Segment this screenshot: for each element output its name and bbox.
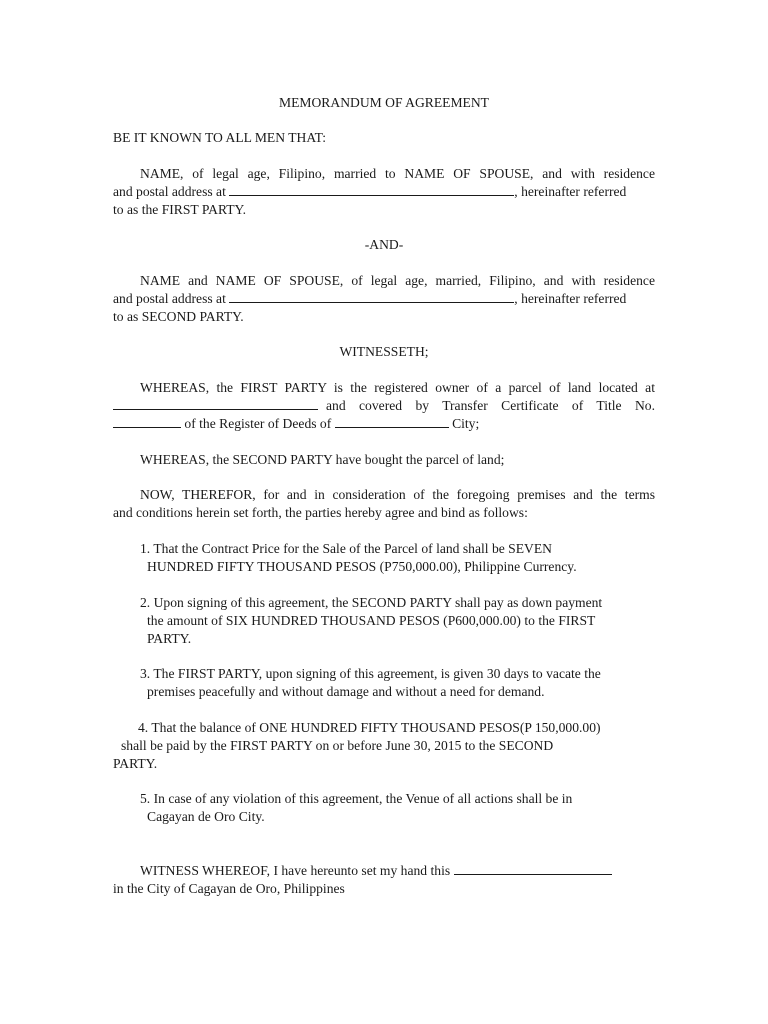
city-label: City; (452, 416, 480, 431)
first-party-address-blank (229, 183, 514, 196)
witness-line-1 (113, 862, 655, 880)
second-party-address-label: and postal address at (113, 291, 226, 306)
second-party-line-3: to as SECOND PARTY. (113, 309, 244, 324)
item-4-line-1: 4. That the balance of ONE HUNDRED FIFTY THOUSAND PESOS(P 150,000.00) (138, 720, 601, 735)
tct-label: and covered by Transfer Certificate of Title No. (326, 398, 655, 413)
item-2-line-1: 2. Upon signing of this agreement, the SECOND PARTY shall pay as down payment (140, 595, 603, 610)
second-party-referred-label: , hereinafter referred (514, 291, 627, 306)
whereas-1-line-2 (113, 397, 655, 415)
witnesseth-heading: WITNESSETH; (339, 344, 429, 359)
second-party-line-2 (113, 290, 655, 308)
first-party-line-3: to as the FIRST PARTY. (113, 202, 247, 217)
register-of-deeds-label: of the Register of Deeds of (184, 416, 332, 431)
whereas-1-line-1: WHEREAS, the FIRST PARTY is the registered owner of a parcel of land located at (140, 380, 655, 395)
witness-line-2: in the City of Cagayan de Oro, Philippines (113, 881, 345, 896)
document-title: MEMORANDUM OF AGREEMENT (279, 95, 489, 110)
whereas-1-line-3 (113, 415, 655, 433)
now-therefore-line-1: NOW, THEREFOR, for and in consideration of the foregoing premises and the terms (140, 487, 655, 502)
item-5-line-2: Cagayan de Oro City. (147, 809, 265, 824)
second-party-line-1: NAME and NAME OF SPOUSE, of legal age, married, Filipino, and with residence (140, 273, 655, 288)
second-party-address-blank (229, 290, 514, 303)
city-blank (335, 415, 449, 428)
first-party-line-1: NAME, of legal age, Filipino, married to NAME OF SPOUSE, and with residence (140, 166, 655, 181)
tct-number-blank (113, 415, 181, 428)
item-3-line-1: 3. The FIRST PARTY, upon signing of this agreement, is given 30 days to vacate the (140, 666, 601, 681)
first-party-address-label: and postal address at (113, 184, 226, 199)
first-party-referred-label: , hereinafter referred (514, 184, 627, 199)
witness-label: WITNESS WHEREOF, I have hereunto set my hand this (140, 863, 451, 878)
item-5-line-1: 5. In case of any violation of this agreement, the Venue of all actions shall be in (140, 791, 573, 806)
now-therefore-line-2: and conditions herein set forth, the parties hereby agree and bind as follows: (113, 505, 528, 520)
item-2-line-3: PARTY. (147, 631, 192, 646)
intro-line: BE IT KNOWN TO ALL MEN THAT: (113, 130, 327, 145)
item-3-line-2: premises peacefully and without damage and without a need for demand. (147, 684, 545, 699)
first-party-line-2 (113, 183, 655, 201)
item-4-line-3: PARTY. (113, 756, 158, 771)
item-1-line-1: 1. That the Contract Price for the Sale of the Parcel of land shall be SEVEN (140, 541, 552, 556)
land-location-blank (113, 397, 318, 410)
item-1-line-2: HUNDRED FIFTY THOUSAND PESOS (P750,000.00), Philippine Currency. (147, 559, 577, 574)
item-4-line-2: shall be paid by the FIRST PARTY on or before June 30, 2015 to the SECOND (121, 738, 554, 753)
whereas-2-line: WHEREAS, the SECOND PARTY have bought the parcel of land; (140, 452, 505, 467)
item-2-line-2: the amount of SIX HUNDRED THOUSAND PESOS (P600,000.00) to the FIRST (147, 613, 596, 628)
and-separator: -AND- (364, 237, 404, 252)
witness-date-blank (454, 862, 612, 875)
